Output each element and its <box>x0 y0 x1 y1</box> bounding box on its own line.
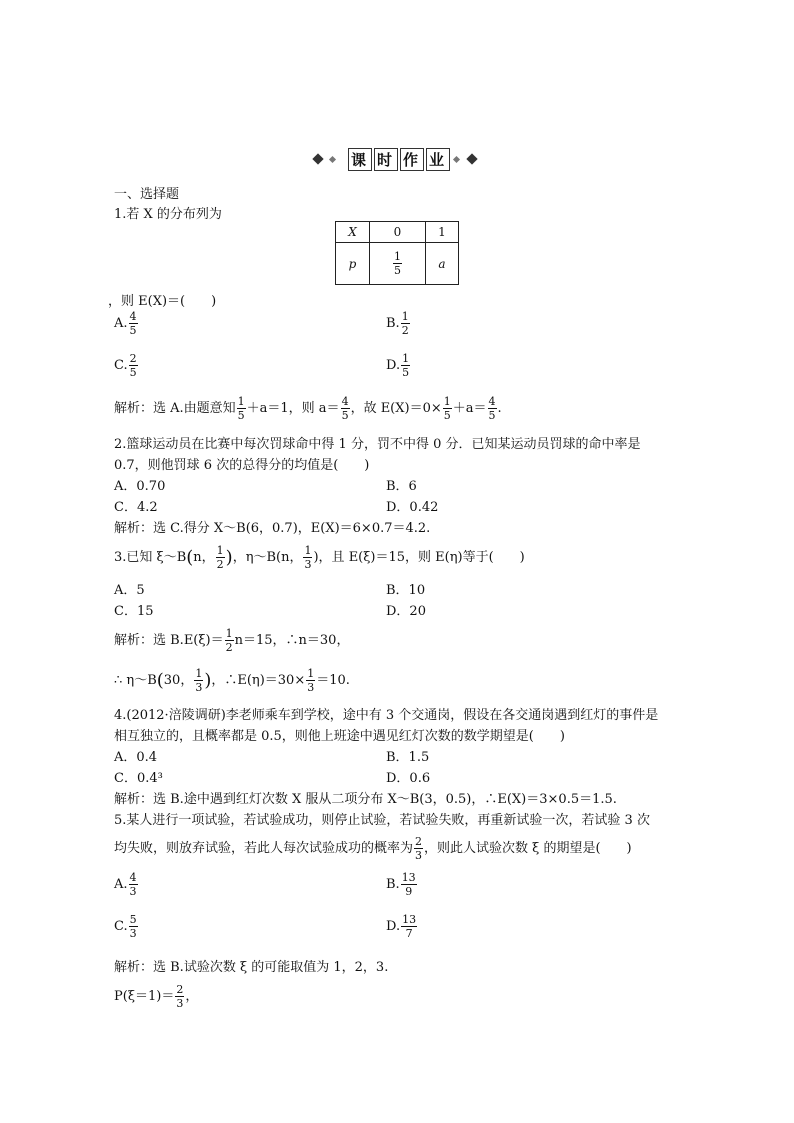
distribution-table <box>335 221 459 285</box>
q2-solution: 解析：选 C.得分 X～B(6，0.7)，E(X)＝6×0.7＝4.2. <box>114 521 431 536</box>
option-b: B．1.5 <box>386 750 430 765</box>
table-cell: X <box>336 222 370 243</box>
q2-line: 2.篮球运动员在比赛中每次罚球命中得 1 分，罚不中得 0 分．已知某运动员罚球的命中率是 <box>114 437 641 452</box>
table-cell: 1 <box>426 222 459 243</box>
q5-line: 5.某人进行一项试验，若试验成功，则停止试验，若试验失败，再重新试验一次，若试验 3 次 <box>114 813 650 828</box>
option-b: B．6 <box>386 479 417 494</box>
option-d: D. $\frac{13}{7}$ <box>386 913 417 940</box>
option-b: B. $\frac{13}{9}$ <box>386 871 416 898</box>
option-d: D. $\frac{1}{5}$ <box>386 352 410 379</box>
option-b: B. $\frac{1}{2}$ <box>386 310 409 337</box>
q3-stem: 3.已知 ξ～B(n， $\frac{1}{2}$ )，η～B(n， $\frac{1}{3}$ )，且 E(ξ)＝15，则 E(η)等于( ) <box>114 544 525 571</box>
option-a: A．0.4 <box>114 750 158 765</box>
option-c: C. $\frac{5}{3}$ <box>114 913 137 940</box>
option-a: A. $\frac{4}{5}$ <box>114 310 137 337</box>
section-heading: 一、选择题 <box>114 187 180 202</box>
option-a: A．0.70 <box>114 479 166 494</box>
option-d: D．0.42 <box>386 500 439 515</box>
table-cell: p <box>336 243 370 285</box>
q3-solution: 解析：选 B.E(ξ)＝ $\frac{1}{2}$ n＝15，∴n＝30， <box>114 627 350 654</box>
option-c: C．15 <box>114 604 154 619</box>
option-d: D．20 <box>386 604 426 619</box>
q1-solution: 解析：选 A.由题意知 $\frac{1}{5}$ ＋a＝1，则 a＝ $\frac{4}{5}$ ，故 E(X)＝0× $\frac{1}{5}$ ＋a＝ $\frac{4}{5}$ . <box>114 395 502 422</box>
table-cell: 0 <box>370 222 426 243</box>
q3-solution: ∴ η～B(30， $\frac{1}{3}$ )，∴E(η)＝30× $\frac{1}{3}$ ＝10. <box>114 667 350 694</box>
title-char: 作 <box>400 148 424 171</box>
q5-line: 均失败，则放弃试验，若此人每次试验成功的概率为 $\frac{2}{3}$ ，则此人试验次数 ξ 的期望是( ) <box>114 835 632 862</box>
q5-probability: P(ξ＝1)＝ $\frac{2}{3}$ ， <box>114 983 199 1010</box>
table-cell: a <box>426 243 459 285</box>
option-a: A．5 <box>114 583 145 598</box>
option-c: C．0.4³ <box>114 771 163 786</box>
q1-ask: ，则 E(X)＝( ) <box>108 294 217 309</box>
q1-stem: 1.若 X 的分布列为 <box>114 207 222 222</box>
q5-solution: 解析：选 B.试验次数 ξ 的可能取值为 1，2，3. <box>114 960 389 975</box>
diamond-icon <box>466 153 477 164</box>
option-c: C．4.2 <box>114 500 158 515</box>
diamond-icon <box>312 153 323 164</box>
diamond-small-icon <box>453 156 460 163</box>
q2-line: 0.7，则他罚球 6 次的总得分的均值是( ) <box>114 458 370 473</box>
header-banner <box>310 148 484 170</box>
table-cell: $\frac{1}{5}$ <box>370 243 426 285</box>
diamond-small-icon <box>329 156 336 163</box>
title-char: 时 <box>374 148 398 171</box>
title-char: 业 <box>426 148 450 171</box>
page-title <box>348 148 452 171</box>
title-char: 课 <box>348 148 372 171</box>
q4-line: 4.(2012·涪陵调研)李老师乘车到学校，途中有 3 个交通岗，假设在各交通岗遇到红灯的事件是 <box>114 708 659 723</box>
option-a: A. $\frac{4}{3}$ <box>114 871 137 898</box>
q4-solution: 解析：选 B.途中遇到红灯次数 X 服从二项分布 X～B(3，0.5)，∴E(X)＝3×0.5＝1.5. <box>114 792 617 807</box>
option-c: C. $\frac{2}{5}$ <box>114 352 137 379</box>
option-b: B．10 <box>386 583 426 598</box>
q4-line: 相互独立的，且概率都是 0.5，则他上班途中遇见红灯次数的数学期望是( ) <box>114 729 565 744</box>
option-d: D．0.6 <box>386 771 431 786</box>
